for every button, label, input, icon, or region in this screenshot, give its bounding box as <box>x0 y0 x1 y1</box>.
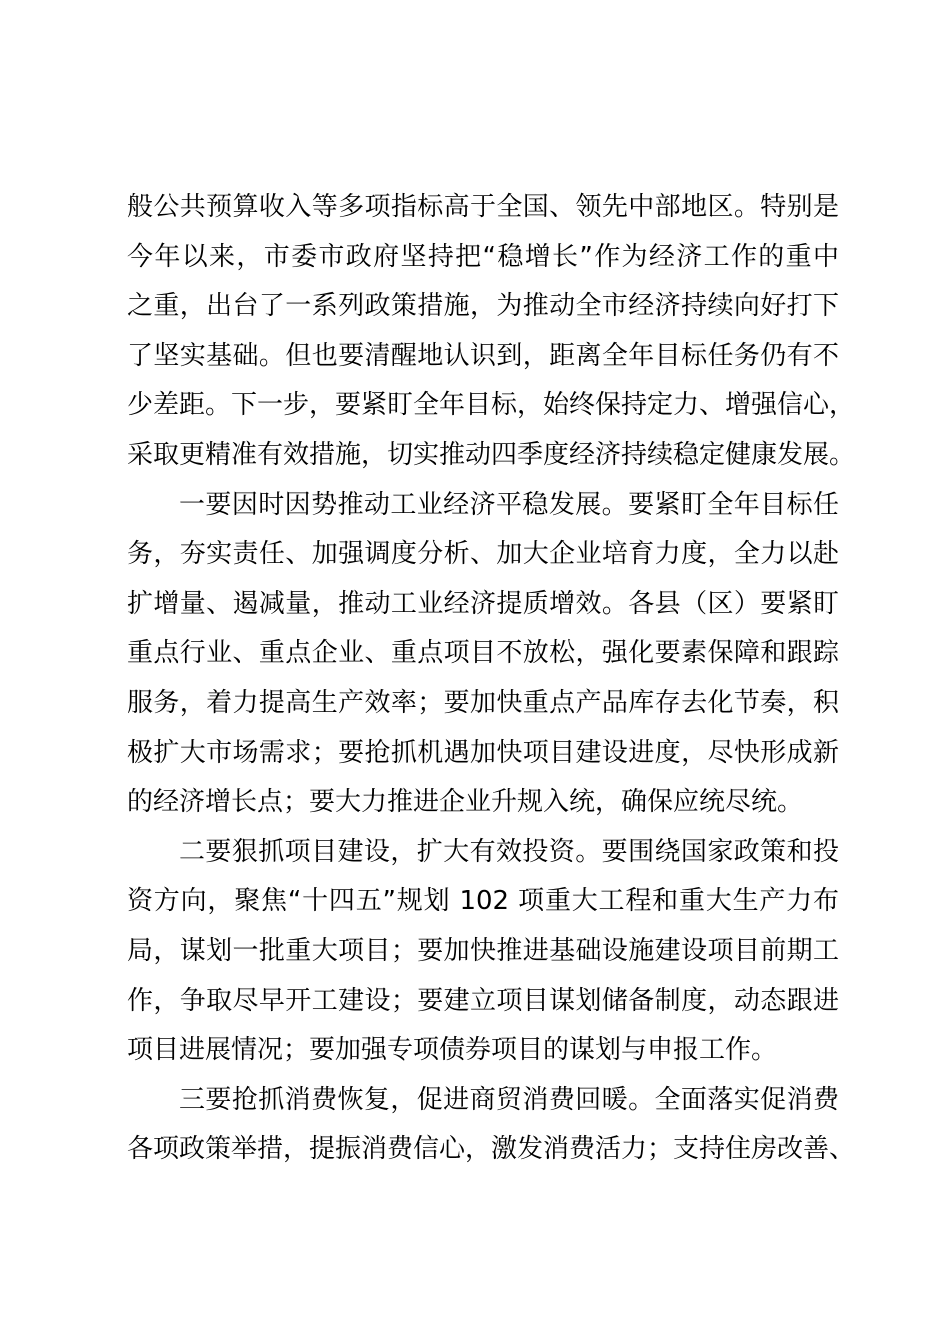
text-line: 般公共预算收入等多项指标高于全国、领先中部地区。特别是 <box>127 192 839 222</box>
text-line: 今年以来，市委市政府坚持把“稳增长”作为经济工作的重中 <box>127 241 839 272</box>
text-line: 极扩大市场需求；要抢抓机遇加快项目建设进度，尽快形成新 <box>127 737 839 768</box>
text-line: 项目进展情况；要加强专项债券项目的谋划与申报工作。 <box>127 1035 778 1066</box>
document-body <box>127 183 856 1175</box>
text-line: 之重，出台了一系列政策措施，为推动全市经济持续向好打下 <box>127 291 839 322</box>
text-line: 服务，着力提高生产效率；要加快重点产品库存去化节奏，积 <box>127 687 839 718</box>
paragraph-start-line: 一要因时因势推动工业经济平稳发展。要紧盯全年目标任 <box>179 489 839 520</box>
text-line: 了坚实基础。但也要清醒地认识到，距离全年目标任务仍有不 <box>127 340 839 371</box>
text-line: 重点行业、重点企业、重点项目不放松，强化要素保障和跟踪 <box>127 638 839 669</box>
text-line: 的经济增长点；要大力推进企业升规入统，确保应统尽统。 <box>127 787 804 818</box>
text-line: 资方向，聚焦“十四五”规划 102 项重大工程和重大生产力布 <box>127 886 839 917</box>
paragraph-start-line: 三要抢抓消费恢复，促进商贸消费回暖。全面落实促消费 <box>179 1084 839 1115</box>
text-line: 采取更精准有效措施，切实推动四季度经济持续稳定健康发展。 <box>127 439 856 470</box>
text-line: 各项政策举措，提振消费信心，激发消费活力；支持住房改善、 <box>127 1134 856 1165</box>
text-line: 扩增量、遏减量，推动工业经济提质增效。各县（区）要紧盯 <box>127 588 839 619</box>
text-line: 作，争取尽早开工建设；要建立项目谋划储备制度，动态跟进 <box>127 985 839 1016</box>
paragraph-start-line: 二要狠抓项目建设，扩大有效投资。要围绕国家政策和投 <box>179 836 839 867</box>
text-line: 少差距。下一步，要紧盯全年目标，始终保持定力、增强信心， <box>127 390 856 421</box>
text-line: 局，谋划一批重大项目；要加快推进基础设施建设项目前期工 <box>127 935 839 966</box>
text-line: 务，夯实责任、加强调度分析、加大企业培育力度，全力以赴 <box>127 539 839 570</box>
